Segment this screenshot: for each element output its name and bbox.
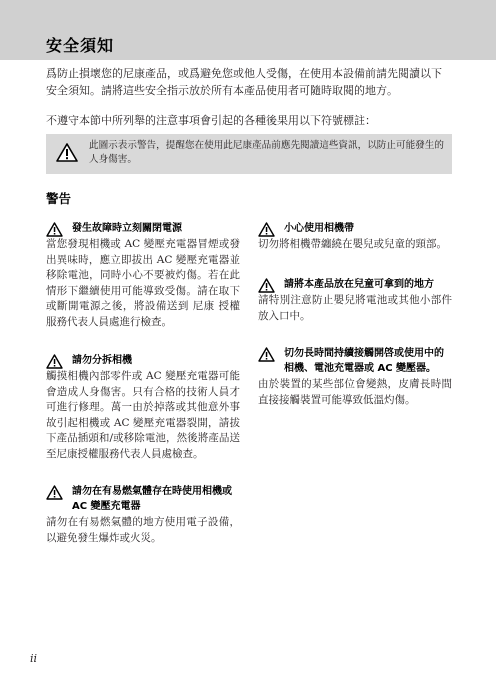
page-title: 安全須知 [46, 36, 115, 55]
warning-item-heading [258, 277, 452, 292]
warning-item [46, 353, 240, 462]
warning-item-title: 請勿分拆相機 [72, 355, 132, 366]
warning-item-heading [258, 221, 452, 236]
warning-item-body: 當您發現相機或 AC 變壓充電器冒煙或發出異味時，應立即拔出 AC 變壓充電器並移除電池，同時小心不要被灼傷。若在此情形下繼續使用可能導致受傷。請在取下或斷開電源之後，將設備送到 尼康 授權服務代表人員處進行檢查。 [46, 238, 240, 328]
warning-item-title: 請將本產品放在兒童可拿到的地方 [284, 279, 434, 290]
warning-item-title: 請勿在有易燃氣體存在時使用相機或 AC 變壓充電器 [72, 486, 232, 512]
warning-item-title: 小心使用相機帶 [284, 223, 354, 234]
warning-item-body: 由於裝置的某些部位會變熱，皮膚長時間直接接觸裝置可能導致低溫灼傷。 [258, 378, 452, 406]
warning-item-title: 切勿長時間持續接觸開啓或使用中的相機、電池充電器或 AC 變壓器。 [284, 348, 444, 374]
warning-triangle-icon [258, 347, 275, 362]
warning-notice-box [46, 134, 452, 174]
symbol-intro-paragraph: 不遵守本節中所列舉的注意事項會引起的各種後果用以下符號標註： [46, 114, 376, 127]
warning-triangle-icon [46, 222, 63, 237]
intro-paragraph: 爲防止損壞您的尼康產品，或爲避免您或他人受傷，在使用本設備前請先閱讀以下安全須知。請將這些安全指示放於所有本產品使用者可隨時取閱的地方。 [46, 67, 442, 97]
warning-item-body: 請特別注意防止嬰兒將電池或其他小部件放入口中。 [258, 294, 452, 322]
warning-item [258, 277, 452, 324]
notice-text: 此圖示表示警告，提醒您在使用此尼康產品前應先閱讀這些資訊，以防止可能發生的人身傷害。 [89, 140, 444, 165]
warning-item-title: 發生故障時立刻關閉電源 [72, 223, 182, 234]
warning-item-heading [46, 484, 240, 514]
warning-item [46, 484, 240, 546]
page-number: ii [30, 652, 38, 665]
warning-item-heading [258, 346, 452, 376]
warning-item [258, 346, 452, 408]
warning-triangle-icon [46, 354, 63, 369]
warning-triangle-icon [258, 278, 275, 293]
warning-item [258, 221, 452, 253]
warning-item-heading [46, 353, 240, 368]
warning-triangle-icon [258, 222, 275, 237]
warning-item-body: 觸摸相機內部零件或 AC 變壓充電器可能會造成人身傷害。只有合格的技術人員才可進行修理。萬一由於掉落或其他意外事故引起相機或 AC 變壓充電器裂開，請拔下產品插頭和/或移除電池，然後將產品送至尼康授權服務代表人員處檢查。 [46, 370, 240, 460]
warning-item-body: 請勿在有易燃氣體的地方使用電子設備，以避免發生爆炸或火災。 [46, 516, 240, 544]
warning-item-body: 切勿將相機帶纏繞在嬰兒或兒童的頸部。 [258, 238, 447, 250]
section-heading-warning: 警告 [46, 191, 72, 206]
warning-item [46, 221, 240, 330]
warning-triangle-icon [46, 485, 63, 500]
warning-triangle-icon [56, 143, 78, 162]
warning-item-heading [46, 221, 240, 236]
